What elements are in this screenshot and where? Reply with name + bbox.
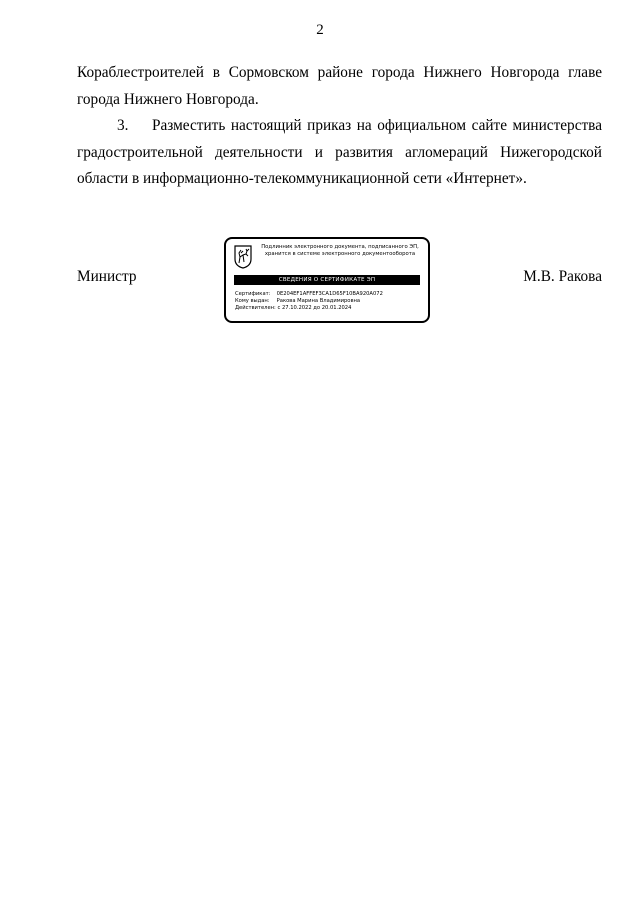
stamp-header-line: хранится в системе электронного документооборота [264, 251, 416, 257]
document-body [77, 60, 602, 193]
paragraph-line: области в информационно-телекоммуникационной сети «Интернет». [77, 170, 527, 187]
validity-value: с 27.10.2022 до 20.01.2024 [277, 305, 352, 311]
signatory-name: М.В. Ракова [523, 268, 602, 285]
validity-label: Действителен: [235, 305, 276, 311]
certificate-label: Сертификат: [235, 291, 271, 297]
certificate-info-bar: СВЕДЕНИЯ О СЕРТИФИКАТЕ ЭП [234, 275, 420, 285]
certificate-value: 0E204EF1AFFEF3CA1D65F10BA920A072 [276, 291, 383, 297]
validity-row [235, 305, 425, 312]
stamp-header [256, 244, 424, 258]
certificate-details [235, 291, 425, 312]
owner-row [235, 298, 425, 305]
page-number: 2 [316, 22, 324, 38]
owner-value: Ракова Марина Владимировна [276, 298, 361, 304]
paragraph-line: города Нижнего Новгорода. [77, 90, 259, 108]
item-3-text: Разместить настоящий приказ на официальном сайте министерства [152, 117, 602, 134]
item-number: 3. [117, 117, 129, 134]
coat-of-arms-icon [234, 245, 252, 269]
paragraph-line: Кораблестроителей в Сормовском районе города Нижнего Новгорода главе [77, 64, 602, 81]
signatory-title: Министр [77, 268, 137, 285]
item-3-first-line [77, 113, 602, 140]
certificate-row [235, 291, 425, 298]
owner-label: Кому выдан: [235, 298, 270, 304]
paragraph-line: градостроительной деятельности и развития агломераций Нижегородской [77, 143, 602, 161]
electronic-signature-stamp [224, 237, 430, 323]
stamp-header-line: Подлинник электронного документа, подписанного ЭП, [261, 244, 419, 250]
